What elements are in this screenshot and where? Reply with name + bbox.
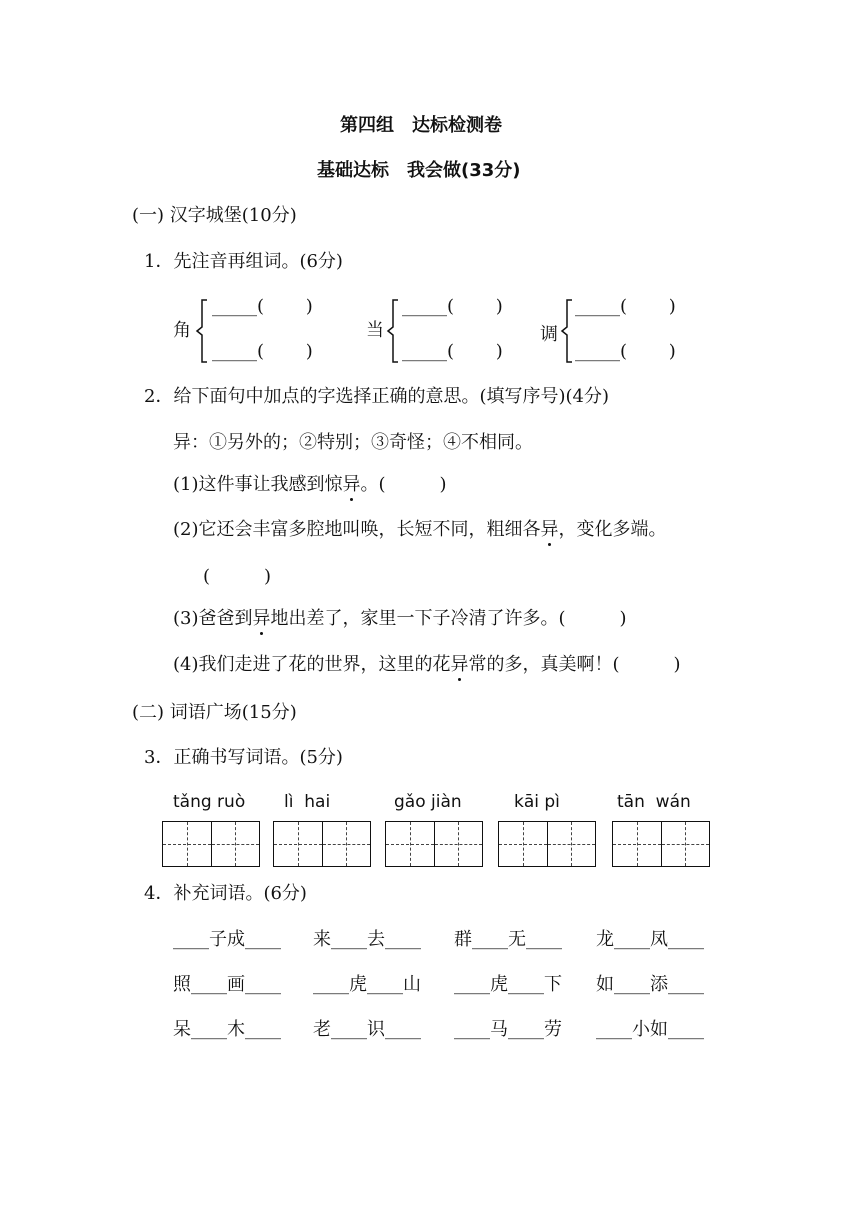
page-title: 第四组 达标检测卷 <box>340 115 502 136</box>
brace-icon <box>560 298 574 364</box>
q2-prompt: 2．给下面句中加点的字选择正确的意思。(填写序号)(4分) <box>144 386 609 407</box>
idiom-blank[interactable]: 群____无____ <box>454 929 562 950</box>
brace-icon <box>386 298 400 364</box>
idiom-blank[interactable]: ____子成____ <box>173 929 281 950</box>
q1-answer-1a[interactable]: _____( ) <box>212 296 313 317</box>
pinyin-5: tān wán <box>617 792 691 812</box>
writing-grid-4[interactable] <box>498 821 596 867</box>
idiom-blank[interactable]: 来____去____ <box>313 929 421 950</box>
q4-prompt: 4．补充词语。(6分) <box>144 883 307 904</box>
page-subtitle: 基础达标 我会做(33分) <box>317 160 521 181</box>
q1-answer-1b[interactable]: _____( ) <box>212 341 313 362</box>
dotted-char: 异 <box>450 654 469 675</box>
pinyin-1: tǎng ruò <box>173 792 246 812</box>
q1-answer-2a[interactable]: _____( ) <box>402 296 503 317</box>
idiom-blank[interactable]: 照____画____ <box>173 974 281 995</box>
idiom-blank[interactable]: 如____添____ <box>596 974 704 995</box>
idiom-blank[interactable]: ____虎____山 <box>313 974 421 995</box>
q2-item-2-answer[interactable]: ( ) <box>203 566 272 587</box>
q1-answer-3b[interactable]: _____( ) <box>575 341 676 362</box>
idiom-blank[interactable]: 龙____凤____ <box>596 929 704 950</box>
q1-prompt: 1．先注音再组词。(6分) <box>144 251 343 272</box>
dotted-char: 异 <box>342 474 361 495</box>
q1-char-3: 调 <box>540 324 558 345</box>
idiom-blank[interactable]: ____小如____ <box>596 1019 704 1040</box>
writing-grid-3[interactable] <box>385 821 483 867</box>
writing-grid-2[interactable] <box>273 821 371 867</box>
dotted-char: 异 <box>252 608 271 629</box>
idiom-blank[interactable]: 呆____木____ <box>173 1019 281 1040</box>
q2-meanings: 异：①另外的；②特别；③奇怪；④不相同。 <box>173 432 533 453</box>
idiom-blank[interactable]: 老____识____ <box>313 1019 421 1040</box>
pinyin-4: kāi pì <box>514 792 560 812</box>
section1-heading: (一) 汉字城堡(10分) <box>132 205 297 226</box>
brace-icon <box>195 298 209 364</box>
writing-grid-5[interactable] <box>612 821 710 867</box>
q1-answer-3a[interactable]: _____( ) <box>575 296 676 317</box>
pinyin-2: lì hai <box>284 792 331 812</box>
q2-item-2: (2)它还会丰富多腔地叫唤，长短不同，粗细各异，变化多端。 <box>173 519 667 540</box>
q1-char-2: 当 <box>366 320 384 341</box>
section2-heading: (二) 词语广场(15分) <box>132 702 297 723</box>
q2-item-4: (4)我们走进了花的世界，这里的花异常的多，真美啊！( ) <box>173 654 681 675</box>
idiom-blank[interactable]: ____虎____下 <box>454 974 562 995</box>
writing-grid-1[interactable] <box>162 821 260 867</box>
dotted-char: 异 <box>540 519 559 540</box>
q2-item-3: (3)爸爸到异地出差了，家里一下子冷清了许多。( ) <box>173 608 627 629</box>
q1-answer-2b[interactable]: _____( ) <box>402 341 503 362</box>
idiom-blank[interactable]: ____马____劳 <box>454 1019 562 1040</box>
q1-char-1: 角 <box>173 320 191 341</box>
pinyin-3: gǎo jiàn <box>394 792 462 812</box>
q3-prompt: 3．正确书写词语。(5分) <box>144 747 343 768</box>
q2-item-1: (1)这件事让我感到惊异。( ) <box>173 474 447 495</box>
